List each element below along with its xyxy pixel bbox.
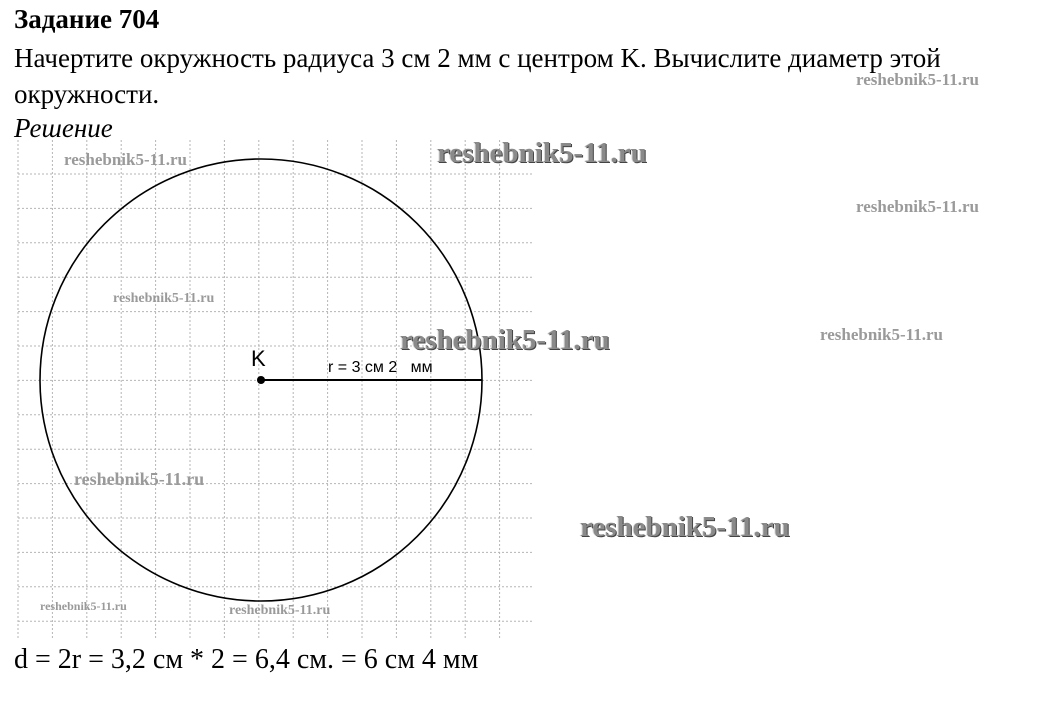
watermark: reshebnik5-11.ru [856, 197, 979, 216]
watermark: reshebnik5-11.ru [437, 137, 647, 169]
answer-text: d = 2r = 3,2 см * 2 = 6,4 см. = 6 см 4 мм [14, 644, 479, 675]
watermark: reshebnik5-11.ru [74, 469, 205, 489]
watermark: reshebnik5-11.ru [820, 325, 943, 344]
watermark: reshebnik5-11.ru [400, 324, 610, 356]
grid-lines [18, 140, 532, 640]
task-text: Начертите окружность радиуса 3 см 2 мм с центром K. Вычислите диаметр этой окружности. [14, 43, 941, 109]
watermark: reshebnik5-11.ru [580, 511, 790, 543]
radius-label: r = 3 см 2 мм [328, 359, 433, 376]
watermark: reshebnik5-11.ru [113, 291, 215, 306]
watermark: reshebnik5-11.ru [229, 603, 331, 618]
solution-label: Решение [14, 113, 113, 143]
circle-figure [0, 140, 560, 645]
task-title: Задание 704 [14, 4, 160, 34]
watermark: reshebnik5-11.ru [856, 70, 979, 89]
center-point [257, 376, 265, 384]
center-label: K [251, 346, 266, 371]
watermark: reshebnik5-11.ru [64, 150, 187, 169]
watermark: reshebnik5-11.ru [40, 599, 127, 613]
